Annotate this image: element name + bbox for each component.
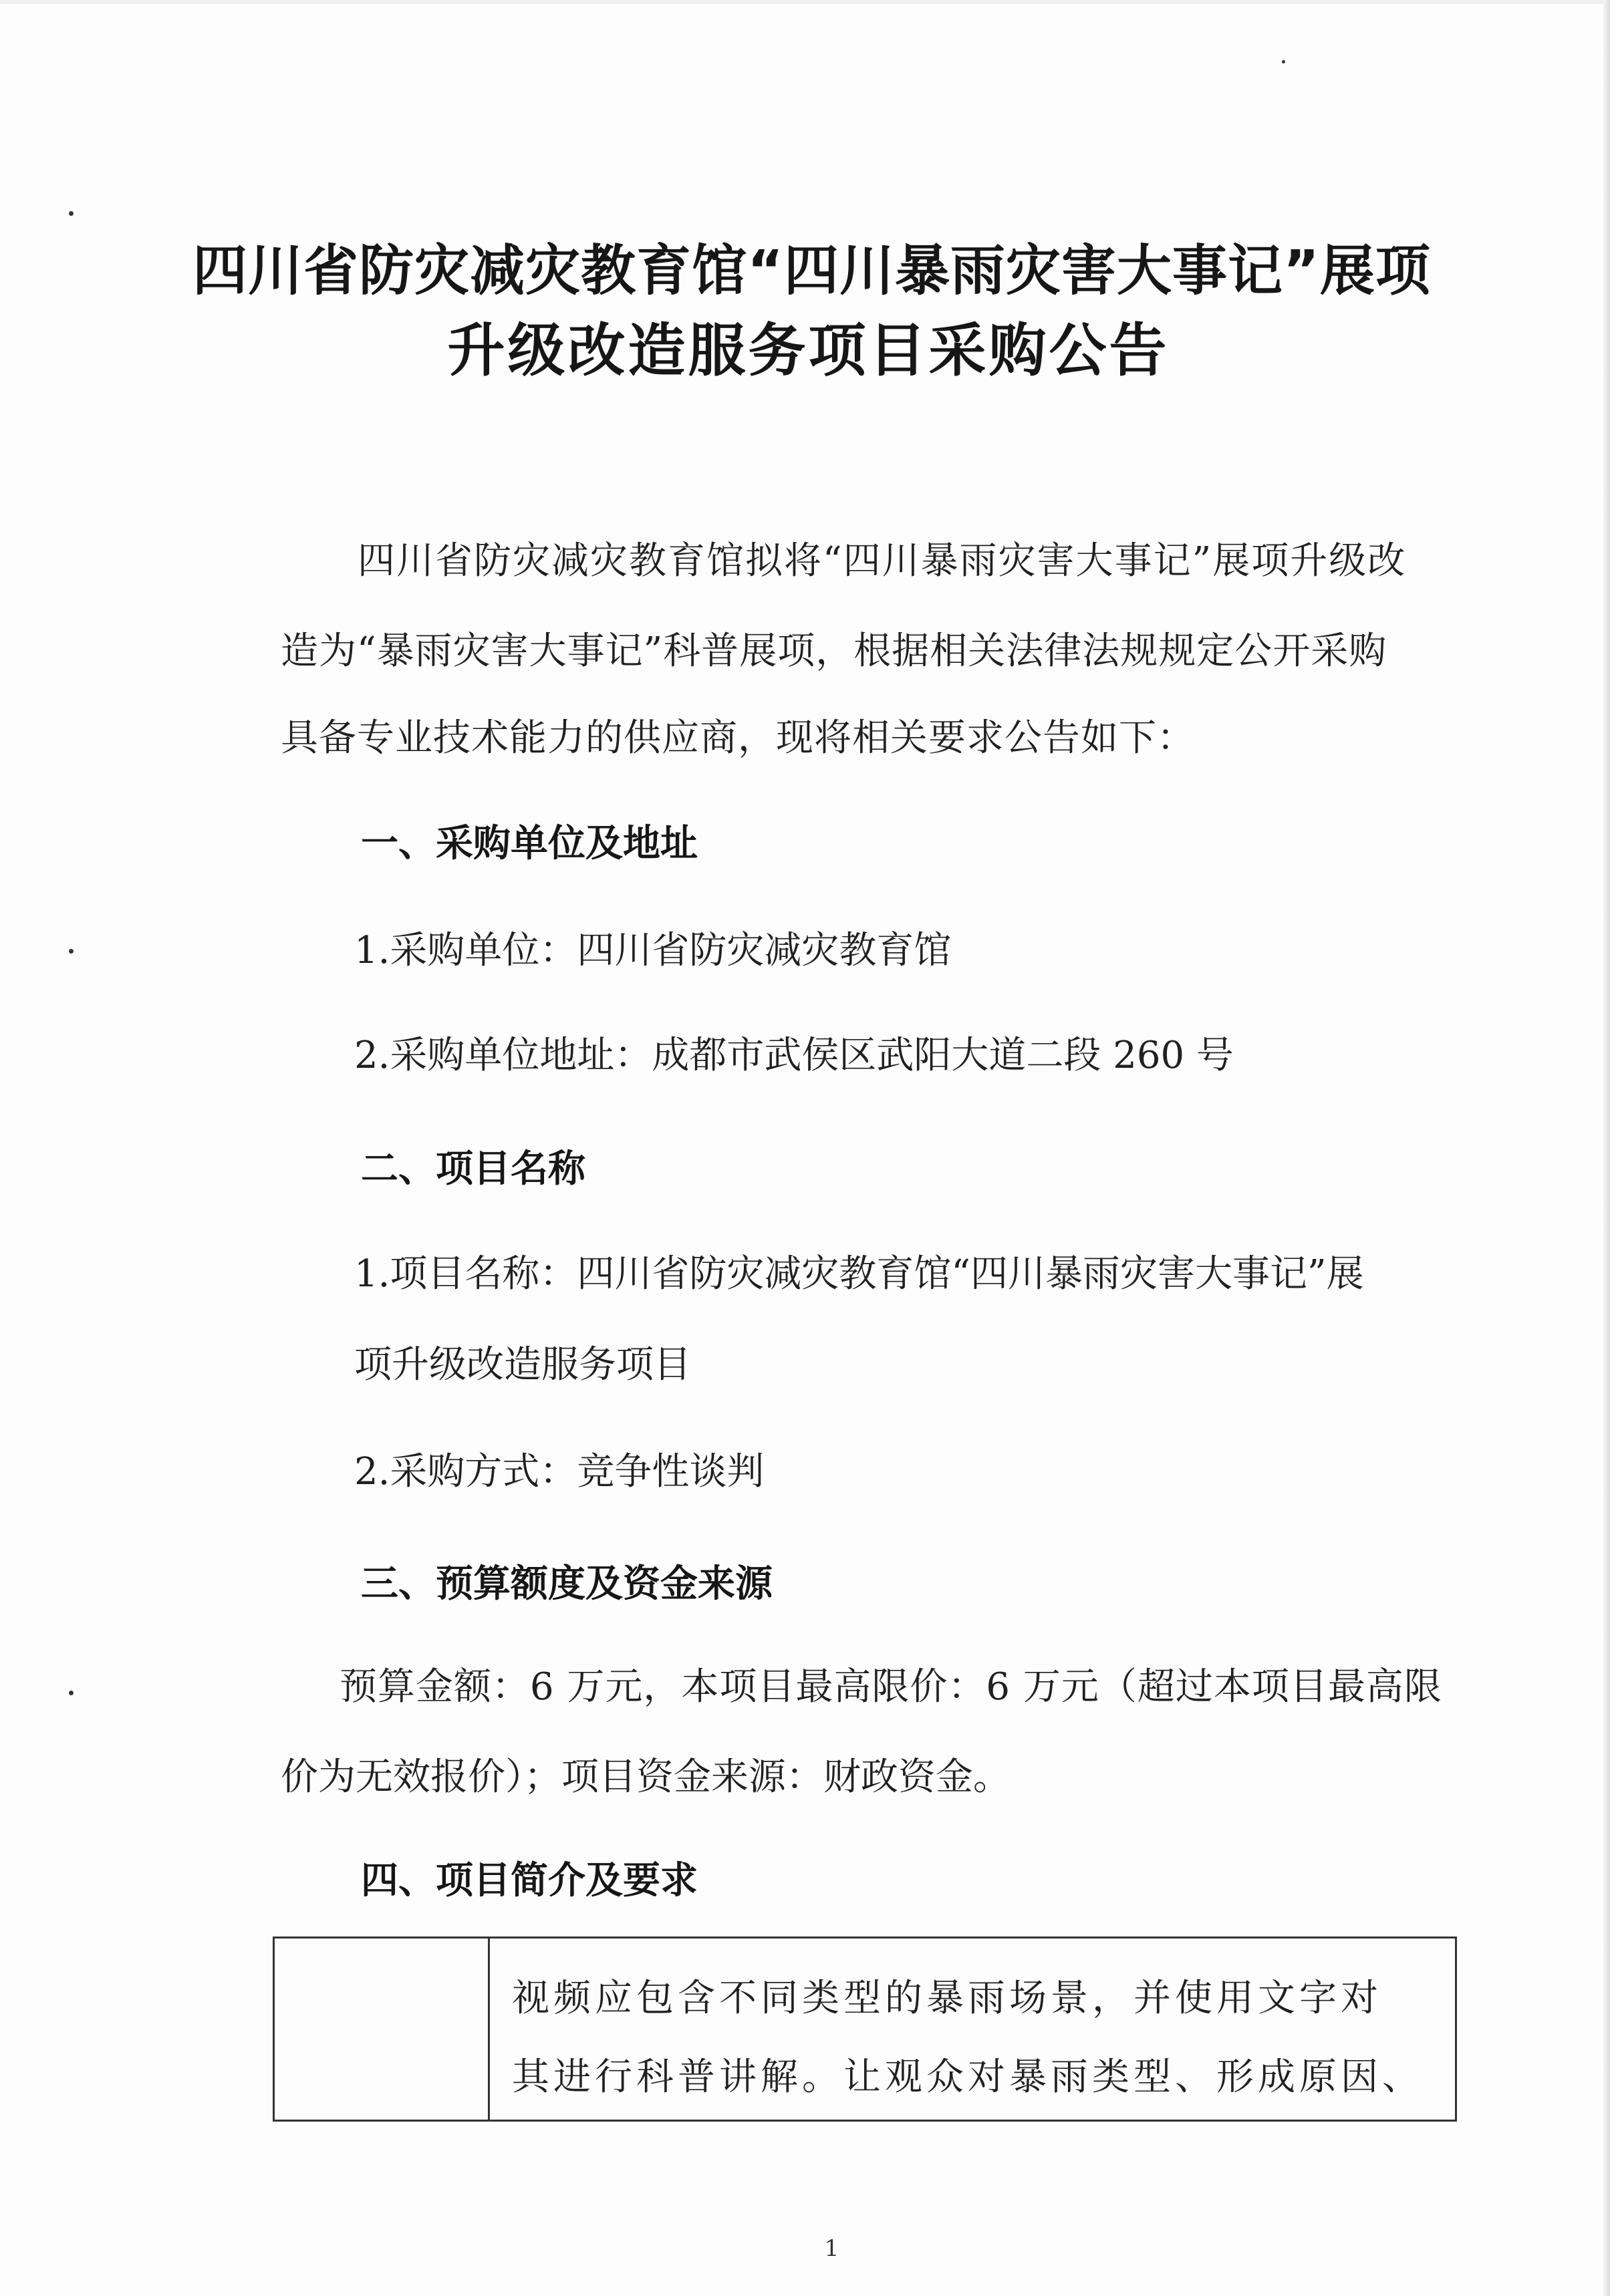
scan-speck [69,949,74,954]
page-number: 1 [824,2235,839,2262]
document-title-line2: 升级改造服务项目采购公告 [447,317,1170,384]
section3-heading: 三、预算额度及资金来源 [361,1562,773,1606]
table-left-cell [275,1939,490,2120]
section1-item2: 2.采购单位地址：成都市武侯区武阳大道二段 260 号 [354,1034,1234,1077]
requirements-table [273,1936,1457,2122]
scan-edge-top [0,0,1610,4]
scan-speck [1282,60,1285,63]
section3-budget-line2: 价为无效报价）；项目资金来源：财政资金。 [281,1755,1011,1799]
section2-item1-line1: 1.项目名称：四川省防灾减灾教育馆“四川暴雨灾害大事记”展 [354,1252,1364,1296]
scan-speck [69,211,74,216]
intro-paragraph-line1: 四川省防灾减灾教育馆拟将“四川暴雨灾害大事记”展项升级改 [358,539,1407,583]
document-title-line1: 四川省防灾减灾教育馆“四川暴雨灾害大事记”展项 [192,239,1431,303]
intro-paragraph-line3: 具备专业技术能力的供应商，现将相关要求公告如下： [281,716,1195,760]
scan-speck [69,1691,74,1695]
section2-item2: 2.采购方式：竞争性谈判 [354,1450,765,1493]
section2-item1-line2: 项升级改造服务项目 [354,1343,691,1387]
section2-heading: 二、项目名称 [361,1147,585,1191]
section4-heading: 四、项目简介及要求 [361,1859,698,1902]
section1-item1: 1.采购单位：四川省防灾减灾教育馆 [354,929,952,972]
section1-heading: 一、采购单位及地址 [361,822,698,865]
table-right-cell-line2: 其进行科普讲解。让观众对暴雨类型、形成原因、 [512,2055,1424,2099]
section3-budget-line1: 预算金额：6 万元，本项目最高限价：6 万元（超过本项目最高限 [340,1665,1442,1709]
intro-paragraph-line2: 造为“暴雨灾害大事记”科普展项，根据相关法律法规规定公开采购 [281,629,1387,673]
table-right-cell-line1: 视频应包含不同类型的暴雨场景，并使用文字对 [512,1977,1382,2020]
